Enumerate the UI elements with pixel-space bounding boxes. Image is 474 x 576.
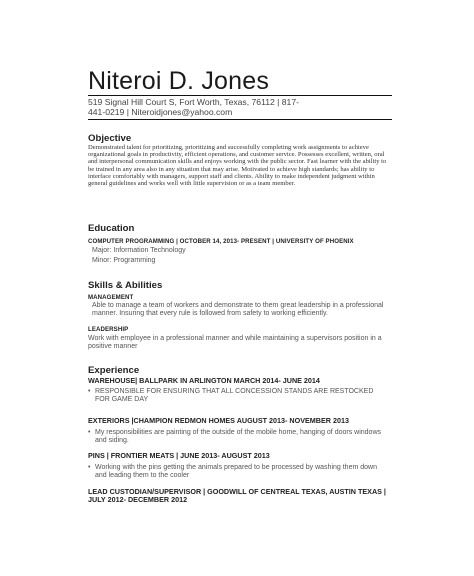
job-bullet-2	[88, 429, 388, 445]
job-title-2: EXTERIORS |CHAMPION REDMON HOMES AUGUST 2013- NOVEMBER 2013	[88, 416, 349, 425]
header-rule-top	[88, 95, 392, 96]
bullet-icon: •	[88, 429, 91, 436]
education-entry: COMPUTER PROGRAMMING | OCTOBER 14, 2013- PRESENT | UNIVERSITY OF PHOENIX	[88, 238, 354, 245]
header-rule-bottom	[88, 119, 392, 120]
job-bullet-3	[88, 464, 388, 480]
skill-management-label: MANAGEMENT	[88, 294, 134, 301]
bullet-icon: •	[88, 388, 91, 395]
skill-management-desc: Able to manage a team of workers and demonstrate to them great leadership in a professional manner. Insuring that every rule is followed from safety to working efficiently.	[92, 302, 384, 317]
bullet-icon: •	[88, 464, 91, 471]
contact-info: 519 Signal Hill Court S, Fort Worth, Texas, 76112 | 817-441-0219 | Niteroidjones@yahoo.com	[88, 97, 299, 117]
education-heading: Education	[88, 223, 135, 234]
job-bullet-1	[88, 388, 388, 404]
job-bullet-1-text: RESPONSIBLE FOR ENSURING THAT ALL CONCESSION STANDS ARE RESTOCKED FOR GAME DAY	[95, 388, 374, 403]
skill-leadership-desc: Work with employee in a professional manner and while maintaining a supervisors position in a positive manner	[88, 335, 382, 350]
job-title-3: PINS | FRONTIER MEATS | JUNE 2013- AUGUST 2013	[88, 451, 270, 460]
job-bullet-2-text: My responsibilities are painting of the outside of the mobile home, hanging of doors windows and siding.	[95, 429, 381, 444]
objective-text: Demonstrated talent for prioritizing, prioritizing and successfully completing work assignments to achieve organizational goals in productivity, efficient operations, and customer service. Possesses excellent, written, oral and interpersonal communication skills and enjoys working with the public sector. Fast learner with the ability to be trained in any area also in any situation that may arise. Motivated to achieve high standards; has ability to interface comfortably with managers, support staff and clients. Ability to make independent judgment within general guidelines and works well with little supervision or as a team member.	[88, 144, 387, 188]
skill-leadership-label: LEADERSHIP	[88, 326, 129, 333]
education-minor: Minor: Programming	[92, 257, 156, 264]
objective-heading: Objective	[88, 133, 132, 144]
candidate-name: Niteroi D. Jones	[88, 67, 270, 95]
job-title-4: LEAD CUSTODIAN/SUPERVISOR | GOODWILL OF CENTREAL TEXAS, AUSTIN TEXAS | JULY 2012- DECEMBER 2012	[88, 487, 386, 505]
skill-management-text	[88, 302, 388, 318]
job-bullet-3-text: Working with the pins getting the animals prepared to be processed by washing them down and leading them to the cooler	[95, 464, 377, 479]
job-title-1: WAREHOUSE| BALLPARK IN ARLINGTON MARCH 2014- JUNE 2014	[88, 376, 320, 385]
skills-heading: Skills & Abilities	[88, 280, 163, 291]
experience-heading: Experience	[88, 365, 140, 376]
skill-leadership-text	[88, 335, 388, 351]
education-major: Major: Information Technology	[92, 247, 186, 254]
